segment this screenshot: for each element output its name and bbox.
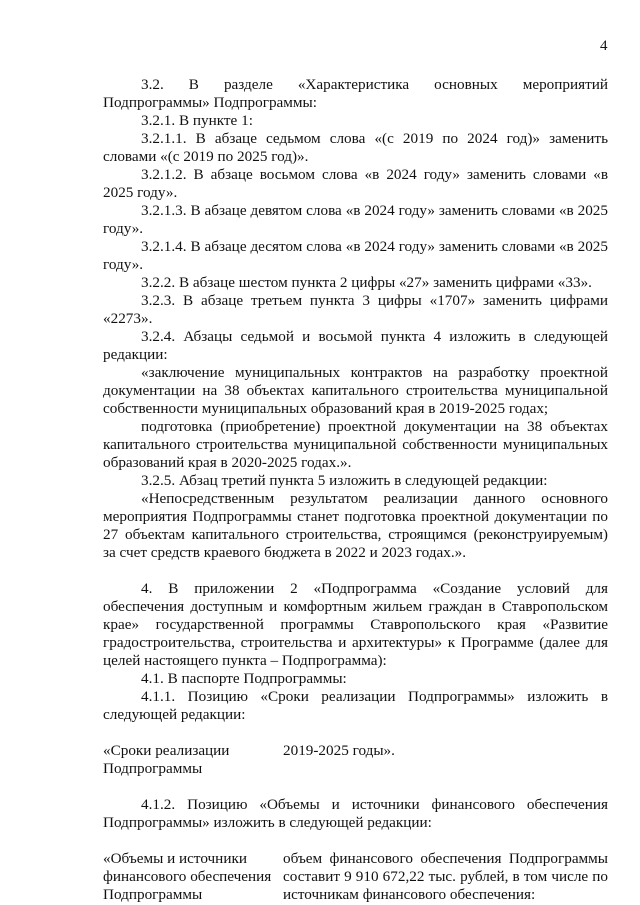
paragraph-3-2-1-1: 3.2.1.1. В абзаце седьмом слова «(с 2019 по 2024 год)» заменить словами «(с 2019 по 2025 год)». — [103, 130, 608, 165]
paragraph-3-2: 3.2. В разделе «Характеристика основных мероприятий Подпрограммы» Подпрограммы: — [103, 76, 608, 111]
paragraph-4-1-2: 4.1.2. Позицию «Объемы и источники финансового обеспечения Подпрограммы» изложить в следующей редакции: — [103, 796, 608, 831]
funding-row — [103, 850, 608, 904]
paragraph-3-2-1-4: 3.2.1.4. В абзаце десятом слова «в 2024 году» заменить словами «в 2025 году». — [103, 238, 608, 273]
spacer — [103, 832, 608, 850]
paragraph-4-1: 4.1. В паспорте Подпрограммы: — [141, 670, 347, 687]
paragraph-3-2-4: 3.2.4. Абзацы седьмой и восьмой пункта 4 изложить в следующей редакции: — [103, 328, 608, 363]
spacer — [103, 778, 608, 796]
quote-paragraph-1: «заключение муниципальных контрактов на разработку проектной документации на 38 объектах капитального строительства муниципальной собственности муниципальных образований края в 2019-2025 годах; — [103, 364, 608, 417]
paragraph-3-2-1: 3.2.1. В пункте 1: — [141, 112, 253, 129]
paragraph-4-1-1: 4.1.1. Позицию «Сроки реализации Подпрограммы» изложить в следующей редакции: — [103, 688, 608, 723]
terms-row — [103, 742, 608, 778]
funding-value: объем финансового обеспечения Подпрограммы составит 9 910 672,22 тыс. рублей, в том числе по источникам финансового обеспечения: — [283, 850, 608, 903]
document-body — [103, 76, 608, 904]
funding-label: «Объемы и источники финансового обеспечения Подпрограммы — [103, 850, 272, 903]
paragraph-3-2-5: 3.2.5. Абзац третий пункта 5 изложить в следующей редакции: — [141, 472, 548, 489]
paragraph-3-2-3: 3.2.3. В абзаце третьем пункта 3 цифры «1707» заменить цифрами «2273». — [103, 292, 608, 327]
paragraph-3-2-1-2: 3.2.1.2. В абзаце восьмом слова «в 2024 году» заменить словами «в 2025 году». — [103, 166, 608, 201]
paragraph-3-2-1-3: 3.2.1.3. В абзаце девятом слова «в 2024 году» заменить словами «в 2025 году». — [103, 202, 608, 237]
quote-paragraph-2: подготовка (приобретение) проектной документации на 38 объектах капитального строительства муниципальной собственности муниципальных образований края в 2020-2025 годах.». — [103, 418, 608, 471]
spacer — [103, 724, 608, 742]
terms-label: «Сроки реализации Подпрограммы — [103, 742, 230, 777]
paragraph-3-2-2: 3.2.2. В абзаце шестом пункта 2 цифры «27» заменить цифрами «33». — [141, 274, 592, 291]
quote-paragraph-3: «Непосредственным результатом реализации данного основного мероприятия Подпрограммы станет подготовка проектной документации по 27 объектам капитального строительства, строящимся (реконструируемым) за счет средств краевого бюджета в 2022 и 2023 годах.». — [103, 490, 608, 561]
paragraph-4: 4. В приложении 2 «Подпрограмма «Создание условий для обеспечения доступным и комфортным жильем граждан в Ставропольском крае» государственной программы Ставропольского края «Развитие градостроительства, строительства и архитектуры» к Программе (далее для целей настоящего пункта – Подпрограмма): — [103, 580, 608, 669]
page-number: 4 — [600, 38, 608, 54]
spacer — [103, 562, 608, 580]
terms-value: 2019-2025 годы». — [283, 742, 395, 759]
